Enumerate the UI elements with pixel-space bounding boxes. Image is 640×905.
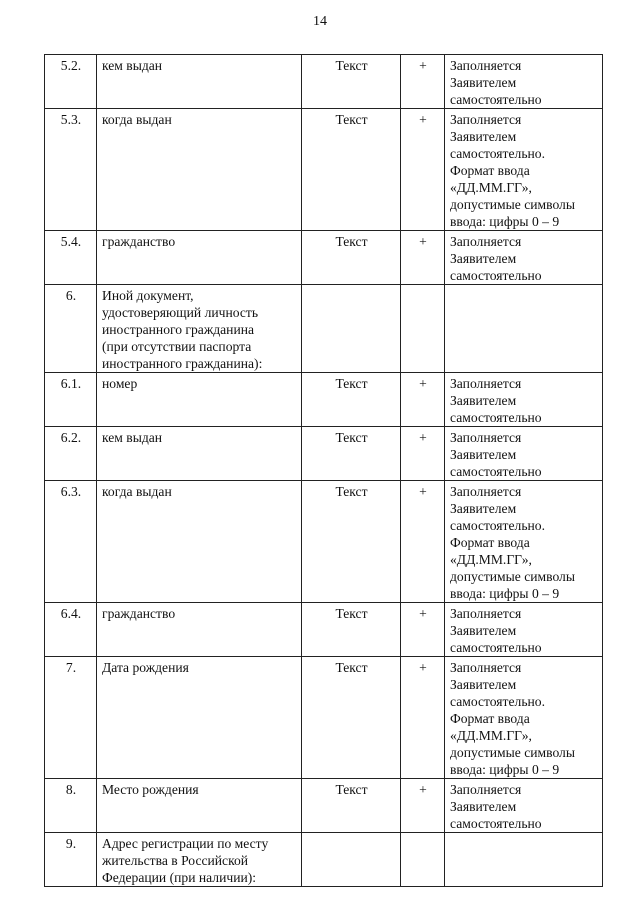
- field-note: Заполняется Заявителем самостоятельно. Формат ввода «ДД.ММ.ГГ», допустимые символы ввода: цифры 0 – 9: [445, 657, 603, 779]
- field-type: Текст: [302, 779, 401, 833]
- field-type: Текст: [302, 231, 401, 285]
- field-note: Заполняется Заявителем самостоятельно: [445, 603, 603, 657]
- table-row: [45, 481, 603, 603]
- required-mark: +: [401, 603, 445, 657]
- table-row: [45, 55, 603, 109]
- table-row: [45, 231, 603, 285]
- field-note: Заполняется Заявителем самостоятельно: [445, 779, 603, 833]
- required-mark: [401, 285, 445, 373]
- field-name: кем выдан: [97, 55, 302, 109]
- row-number: 6.2.: [45, 427, 97, 481]
- field-name: Адрес регистрации по месту жительства в Российской Федерации (при наличии):: [97, 833, 302, 887]
- table-row: [45, 779, 603, 833]
- field-note: Заполняется Заявителем самостоятельно. Формат ввода «ДД.ММ.ГГ», допустимые символы ввода: цифры 0 – 9: [445, 109, 603, 231]
- document-table: [44, 54, 603, 887]
- row-number: 6.1.: [45, 373, 97, 427]
- page-number: 14: [313, 14, 327, 29]
- required-mark: +: [401, 657, 445, 779]
- table-row: [45, 427, 603, 481]
- field-note: Заполняется Заявителем самостоятельно: [445, 427, 603, 481]
- field-type: [302, 833, 401, 887]
- field-type: [302, 285, 401, 373]
- table-row: [45, 285, 603, 373]
- field-name: кем выдан: [97, 427, 302, 481]
- field-note: Заполняется Заявителем самостоятельно. Формат ввода «ДД.ММ.ГГ», допустимые символы ввода: цифры 0 – 9: [445, 481, 603, 603]
- field-name: гражданство: [97, 231, 302, 285]
- table-row: [45, 109, 603, 231]
- field-name: Место рождения: [97, 779, 302, 833]
- required-mark: +: [401, 231, 445, 285]
- table-row: [45, 657, 603, 779]
- field-name: когда выдан: [97, 109, 302, 231]
- field-type: Текст: [302, 603, 401, 657]
- field-name: когда выдан: [97, 481, 302, 603]
- row-number: 5.2.: [45, 55, 97, 109]
- required-mark: +: [401, 427, 445, 481]
- field-note: [445, 285, 603, 373]
- required-mark: +: [401, 779, 445, 833]
- field-type: Текст: [302, 109, 401, 231]
- field-name: Дата рождения: [97, 657, 302, 779]
- field-note: [445, 833, 603, 887]
- row-number: 8.: [45, 779, 97, 833]
- required-mark: [401, 833, 445, 887]
- row-number: 5.4.: [45, 231, 97, 285]
- field-type: Текст: [302, 373, 401, 427]
- row-number: 9.: [45, 833, 97, 887]
- field-note: Заполняется Заявителем самостоятельно: [445, 373, 603, 427]
- table-row: [45, 373, 603, 427]
- row-number: 5.3.: [45, 109, 97, 231]
- field-name: номер: [97, 373, 302, 427]
- field-type: Текст: [302, 481, 401, 603]
- table-row: [45, 833, 603, 887]
- field-type: Текст: [302, 55, 401, 109]
- row-number: 6.4.: [45, 603, 97, 657]
- required-mark: +: [401, 109, 445, 231]
- field-name: гражданство: [97, 603, 302, 657]
- field-type: Текст: [302, 427, 401, 481]
- required-mark: +: [401, 481, 445, 603]
- row-number: 6.3.: [45, 481, 97, 603]
- field-note: Заполняется Заявителем самостоятельно: [445, 231, 603, 285]
- table-body: [45, 55, 603, 887]
- table-row: [45, 603, 603, 657]
- field-note: Заполняется Заявителем самостоятельно: [445, 55, 603, 109]
- field-name: Иной документ, удостоверяющий личность иностранного гражданина (при отсутствии паспорта иностранного гражданина):: [97, 285, 302, 373]
- required-mark: +: [401, 373, 445, 427]
- row-number: 7.: [45, 657, 97, 779]
- field-type: Текст: [302, 657, 401, 779]
- row-number: 6.: [45, 285, 97, 373]
- required-mark: +: [401, 55, 445, 109]
